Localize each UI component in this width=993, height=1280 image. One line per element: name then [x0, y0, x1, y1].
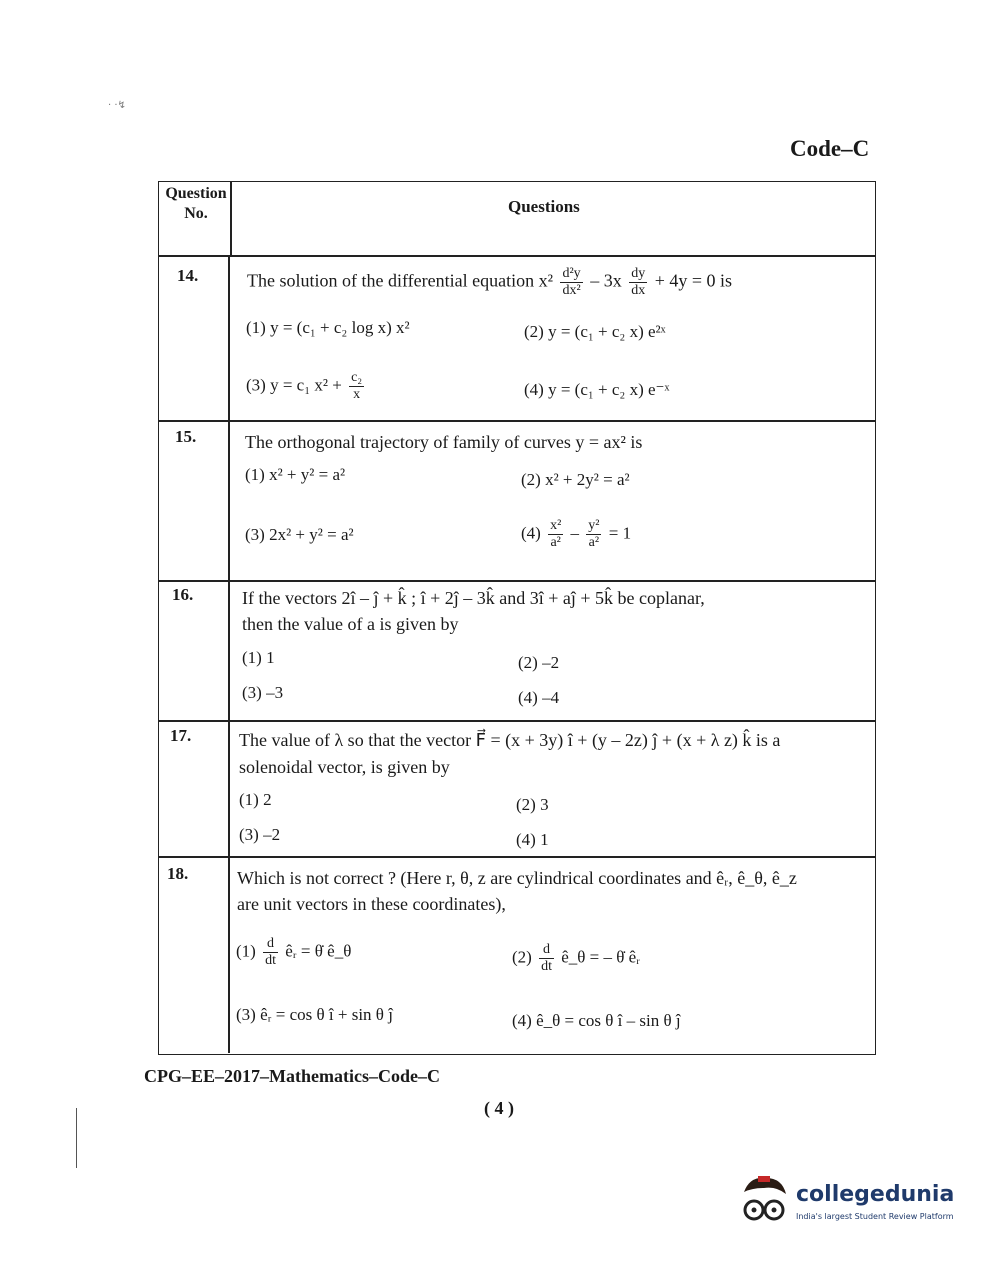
- option-1: (1) 1: [242, 648, 275, 667]
- question-number: 17.: [170, 726, 192, 745]
- option-3: (3) –2: [239, 825, 281, 844]
- row-rule-15: [158, 580, 876, 582]
- header-questions: Questions: [508, 197, 580, 216]
- denominator: dx: [631, 283, 646, 298]
- denominator: dx²: [562, 283, 581, 298]
- paper-footer: CPG–EE–2017–Mathematics–Code–C: [144, 1066, 440, 1086]
- option-3: (3) –3: [242, 683, 284, 702]
- option-text: = 1: [608, 523, 632, 543]
- option-2: (2) x² + 2y² = a²: [521, 470, 630, 489]
- page-number: ( 4 ): [484, 1098, 514, 1118]
- denominator: a²: [588, 535, 600, 550]
- denominator: dt: [541, 959, 552, 974]
- question-stem-line1: The value of λ so that the vector F⃗ = (x + 3y) î + (y – 2z) ĵ + (x + λ z) k̂ is a: [239, 730, 781, 750]
- header-rule: [158, 255, 876, 257]
- numerator: dy: [631, 266, 646, 281]
- minus-sign: –: [570, 523, 580, 543]
- option-2: [512, 942, 640, 975]
- question-stem-line1: Which is not correct ? (Here r, θ, z are cylindrical coordinates and êᵣ, ê_θ, ê_z: [237, 868, 797, 888]
- option-3: (3) êᵣ = cos θ î + sin θ ĵ: [236, 1005, 393, 1024]
- header-question-no: Question No.: [165, 185, 227, 222]
- question-stem: [247, 266, 732, 299]
- option-label: (1): [236, 941, 256, 961]
- row-rule-17: [158, 856, 876, 858]
- denominator: a²: [550, 535, 561, 550]
- option-4: (4) ê_θ = cos θ î – sin θ ĵ: [512, 1011, 681, 1030]
- numerator: c₂: [351, 370, 363, 385]
- question-stem-line1: If the vectors 2î – ĵ + k̂ ; î + 2ĵ – 3k̂ and 3î + aĵ + 5k̂ be coplanar,: [242, 588, 705, 608]
- fraction: [349, 370, 364, 403]
- option-4: (4) y = (c₁ + c₂ x) e⁻ˣ: [524, 380, 670, 399]
- margin-line: [76, 1108, 77, 1168]
- option-2: (2) –2: [518, 653, 560, 672]
- option-1: [236, 936, 351, 969]
- option-1: (1) x² + y² = a²: [245, 465, 346, 484]
- stem-text: – 3x: [590, 270, 622, 291]
- numerator: d: [263, 936, 278, 953]
- fraction: [629, 266, 647, 299]
- option-4: [521, 518, 631, 551]
- question-number: 18.: [167, 864, 189, 883]
- scan-mark: · ·↯: [108, 100, 126, 111]
- numerator: y²: [588, 518, 600, 533]
- row-rule-14: [158, 420, 876, 422]
- fraction: [539, 942, 554, 975]
- denominator: x: [353, 387, 361, 402]
- question-number: 15.: [175, 427, 197, 446]
- option-text: (4): [521, 523, 541, 543]
- fraction: [263, 936, 278, 969]
- option-1: (1) 2: [239, 790, 272, 809]
- paper-code: Code–C: [790, 136, 870, 161]
- numerator: d: [539, 942, 554, 959]
- column-divider-body: [228, 256, 230, 1053]
- logo-name: collegedunia: [796, 1182, 955, 1207]
- question-stem-line2: are unit vectors in these coordinates),: [237, 894, 506, 914]
- question-number: 16.: [172, 585, 194, 604]
- stem-text: The solution of the differential equation x²: [247, 270, 553, 291]
- option-2: (2) 3: [516, 795, 549, 814]
- denominator: dt: [265, 953, 276, 968]
- option-text: ê_θ = – θ̇ êᵣ: [561, 947, 641, 967]
- fraction: [586, 518, 601, 551]
- question-number: 14.: [177, 266, 199, 285]
- question-stem: The orthogonal trajectory of family of curves y = ax² is: [245, 432, 643, 452]
- option-1: (1) y = (c₁ + c₂ log x) x²: [246, 318, 410, 337]
- option-4: (4) 1: [516, 830, 549, 849]
- logo-tagline: India's largest Student Review Platform: [796, 1212, 954, 1221]
- numerator: x²: [550, 518, 562, 533]
- option-label: (2): [512, 947, 532, 967]
- option-3: (3) 2x² + y² = a²: [245, 525, 354, 544]
- mascot-icon: [736, 1172, 792, 1232]
- option-4: (4) –4: [518, 688, 560, 707]
- stem-text: + 4y = 0 is: [654, 270, 732, 291]
- question-stem-line2: then the value of a is given by: [242, 614, 459, 634]
- fraction: [548, 518, 563, 551]
- option-text: êᵣ = θ̇ ê_θ: [285, 941, 352, 961]
- row-rule-16: [158, 720, 876, 722]
- option-3: [246, 370, 367, 403]
- collegedunia-logo: [736, 1172, 966, 1232]
- fraction: [560, 266, 582, 299]
- option-text: (3) y = c₁ x² +: [246, 375, 342, 395]
- question-stem-line2: solenoidal vector, is given by: [239, 757, 450, 777]
- option-2: (2) y = (c₁ + c₂ x) e²ˣ: [524, 322, 666, 341]
- numerator: d²y: [562, 266, 581, 281]
